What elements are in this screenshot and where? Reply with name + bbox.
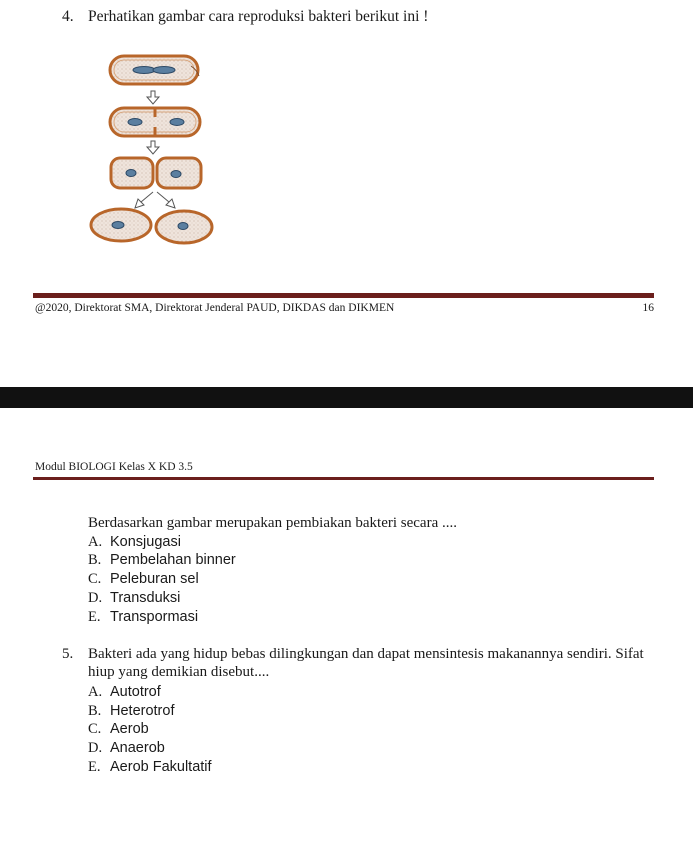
stage-4-daughter-cells: [91, 209, 212, 243]
footer-copyright: @2020, Direktorat SMA, Direktorat Jenderal PAUD, DIKDAS dan DIKMEN: [35, 302, 395, 314]
question-4-title: [62, 8, 428, 26]
split-arrows-icon: [135, 192, 175, 208]
stage-3-cells: [111, 158, 201, 188]
question-4-option-e[interactable]: E. Transpormasi: [88, 609, 199, 625]
down-arrow-icon: [147, 141, 159, 154]
question-5-option-c[interactable]: C. Aerob: [88, 721, 149, 737]
question-4-number: 4.: [62, 8, 74, 25]
question-5-number: 5.: [62, 646, 74, 662]
stage-2-cell: [110, 108, 200, 136]
page-number: 16: [642, 302, 654, 314]
question-5-option-a[interactable]: A. Autotrof: [88, 684, 161, 700]
question-5-option-d[interactable]: D. Anaerob: [88, 740, 165, 756]
footer-rule: [33, 293, 654, 298]
question-4-option-a[interactable]: A. Konsjugasi: [88, 534, 181, 550]
page-break-band: [0, 387, 693, 408]
header-rule: [33, 477, 654, 480]
down-arrow-icon: [147, 91, 159, 104]
question-4-option-c[interactable]: C. Peleburan sel: [88, 571, 199, 587]
question-5: [62, 645, 662, 681]
binary-fission-diagram: [85, 52, 220, 247]
question-4-stem: Berdasarkan gambar merupakan pembiakan bakteri secara ....: [88, 515, 457, 531]
question-4-option-b[interactable]: B. Pembelahan binner: [88, 552, 236, 568]
question-5-text: Bakteri ada yang hidup bebas dilingkungan dan dapat mensintesis makanannya sendiri. Sifat hiup yang demikian disebut....: [88, 646, 644, 680]
question-4-prompt: Perhatikan gambar cara reproduksi bakteri berikut ini !: [88, 8, 429, 25]
stage-1-cell: [110, 56, 199, 84]
question-4-option-d[interactable]: D. Transduksi: [88, 590, 181, 606]
module-header: Modul BIOLOGI Kelas X KD 3.5: [35, 461, 193, 473]
question-5-option-b[interactable]: B. Heterotrof: [88, 703, 175, 719]
question-5-option-e[interactable]: E. Aerob Fakultatif: [88, 759, 212, 775]
